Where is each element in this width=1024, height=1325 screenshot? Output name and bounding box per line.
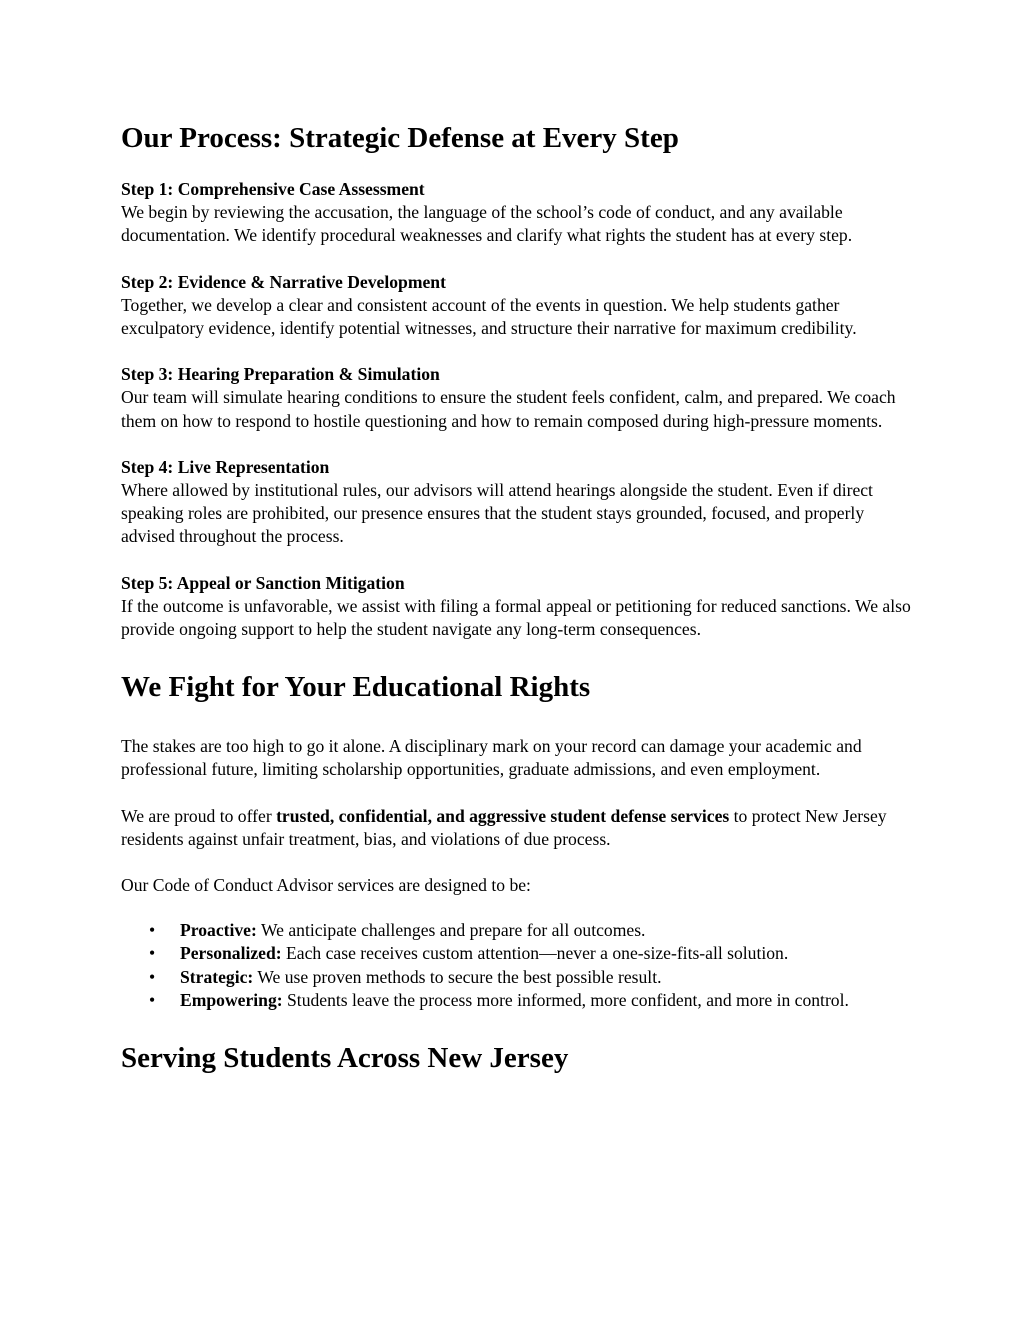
step-text: Where allowed by institutional rules, our advisors will attend hearings alongside the student. Even if direct speaking roles are prohibited, our presence ensures that the student stays grounded, focused, and properly advised throughout the process.: [121, 480, 873, 547]
item-label: Strategic:: [180, 966, 254, 987]
rights-heading: We Fight for Your Educational Rights: [121, 671, 591, 704]
step-1: [121, 178, 921, 248]
offer-suffix: to protect New Jersey residents against unfair treatment, bias, and violations of due process.: [121, 805, 887, 849]
process-heading: Our Process: Strategic Defense at Every Step: [121, 122, 679, 154]
step-4: [121, 456, 921, 549]
list-item: [121, 989, 921, 1012]
step-text: We begin by reviewing the accusation, the language of the school’s code of conduct, and any available documentation. We identify procedural weaknesses and clarify what rights the student has at every step.: [121, 202, 853, 246]
item-text: Students leave the process more informed, more confident, and more in control.: [282, 989, 849, 1010]
step-text: Together, we develop a clear and consistent account of the events in question. We help students gather exculpatory evidence, identify potential witnesses, and structure their narrative for maximum credibility.: [121, 294, 857, 339]
bullet-icon: •: [149, 989, 156, 1010]
list-item: [121, 942, 921, 965]
step-title: Step 5: Appeal or Sanction Mitigation: [121, 572, 405, 593]
step-text: Our team will simulate hearing conditions to ensure the student feels confident, calm, and prepared. We coach them on how to respond to hostile questioning and how to remain composed during high-pressure moments.: [121, 387, 896, 431]
list-item: [121, 966, 921, 989]
item-text: We anticipate challenges and prepare for all outcomes.: [256, 920, 646, 941]
step-title: Step 2: Evidence & Narrative Development: [121, 271, 446, 292]
qualities-list: [121, 919, 921, 1012]
list-item: [121, 919, 921, 942]
step-title: Step 1: Comprehensive Case Assessment: [121, 179, 425, 199]
step-3: [121, 363, 921, 433]
item-label: Empowering:: [180, 989, 283, 1010]
rights-paragraph-designed: Our Code of Conduct Advisor services are designed to be:: [121, 875, 531, 896]
step-title: Step 3: Hearing Preparation & Simulation: [121, 364, 440, 385]
step-5: [121, 572, 921, 642]
bullet-icon: •: [149, 966, 156, 987]
item-label: Personalized:: [180, 943, 282, 964]
step-text: If the outcome is unfavorable, we assist with filing a formal appeal or petitioning for reduced sanctions. We also provide ongoing support to help the student navigate any long-term consequences.: [121, 595, 911, 640]
bullet-icon: •: [149, 920, 156, 941]
rights-paragraph-offer: [121, 805, 921, 851]
serving-heading: Serving Students Across New Jersey: [121, 1042, 569, 1075]
offer-prefix: We are proud to offer: [121, 805, 277, 826]
offer-bold: trusted, confidential, and aggressive student defense services: [276, 805, 730, 826]
step-2: [121, 271, 921, 341]
item-label: Proactive:: [180, 920, 257, 941]
item-text: We use proven methods to secure the best possible result.: [253, 966, 662, 987]
bullet-icon: •: [149, 943, 156, 964]
rights-paragraph-stakes: The stakes are too high to go it alone. A disciplinary mark on your record can damage your academic and professional future, limiting scholarship opportunities, graduate admissions, and even employment.: [121, 736, 862, 780]
item-text: Each case receives custom attention—never a one-size-fits-all solution.: [281, 943, 789, 964]
step-title: Step 4: Live Representation: [121, 456, 330, 477]
document-page: [121, 118, 921, 1078]
